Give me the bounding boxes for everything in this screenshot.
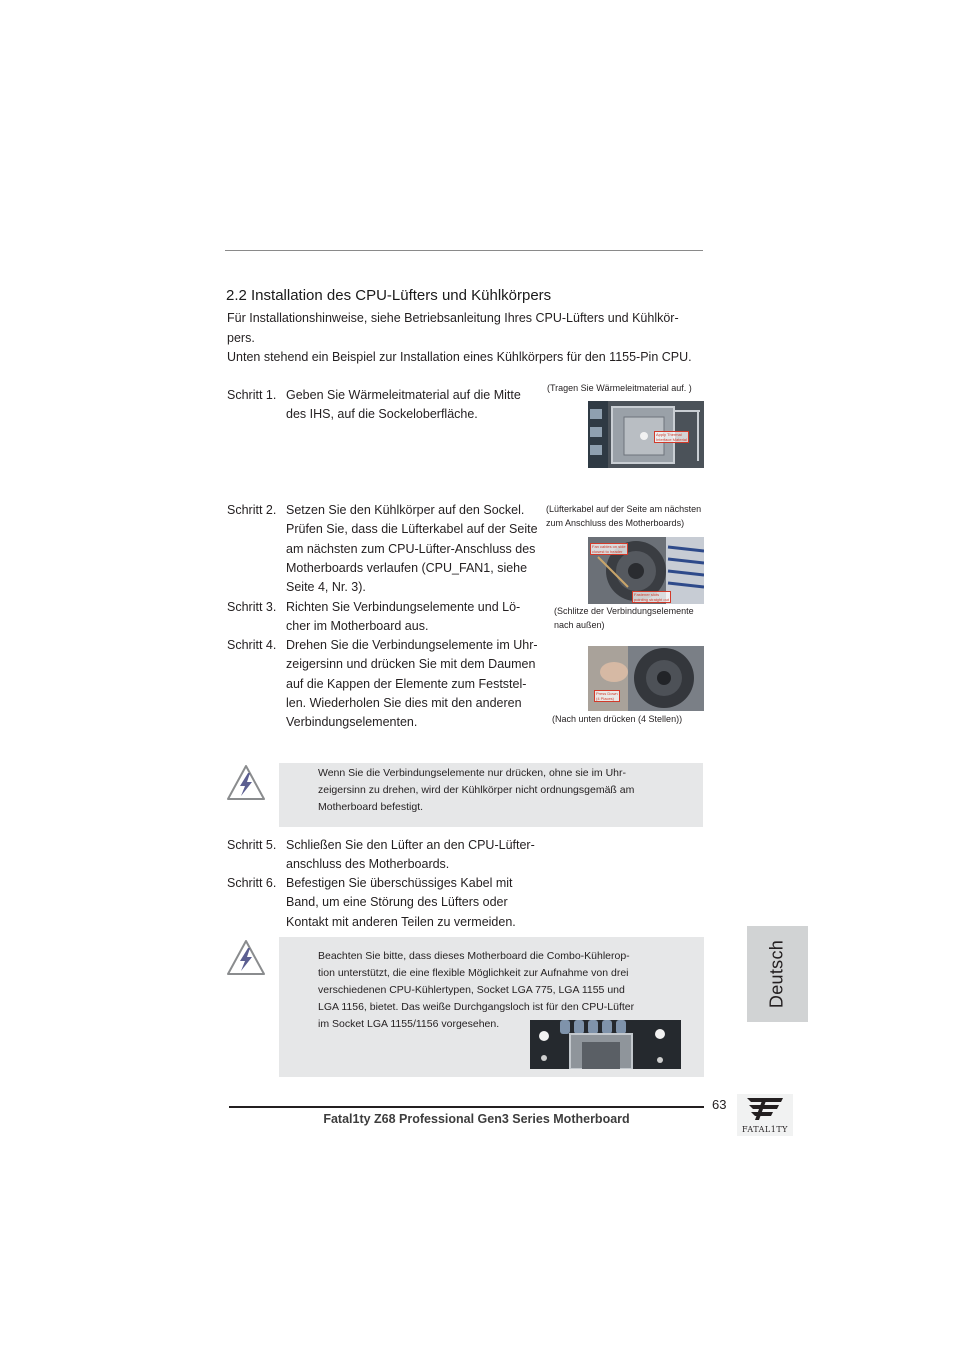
step-text-line: Geben Sie Wärmeleitmaterial auf die Mitte [286,388,521,402]
language-side-tab [747,926,808,1022]
step-text-line: len. Wiederholen Sie dies mit den anderen [286,695,522,710]
step-text-line: Band, um eine Störung des Lüfters oder [286,895,508,910]
step-label: Schritt 1. [227,388,277,402]
step-label: Schritt 2. [227,503,277,517]
step-text-line: des IHS, auf die Sockeloberfläche. [286,407,478,422]
photo-label: Fan cables on side closest to header [592,544,626,554]
step-text-line: Richten Sie Verbindungselemente und Lö- [286,600,521,614]
intro-line: pers. [227,330,255,345]
step-text-line: auf die Kappen der Elemente zum Feststel- [286,676,527,691]
note-text-line: verschiedenen CPU-Kühlertypen, Socket LGA 775, LGA 1155 und [318,984,625,996]
photo-press-fasteners [588,646,704,711]
intro-line: Für Installationshinweise, siehe Betriebsanleitung Ihres CPU-Lüfters und Kühlkör- [227,311,679,325]
step-label: Schritt 5. [227,838,277,852]
step-text-line: Befestigen Sie überschüssiges Kabel mit [286,876,513,890]
step-text-line: Verbindungselementen. [286,715,418,730]
photo-socket-holes [530,1020,681,1069]
step-text-line: Motherboards verlaufen (CPU_FAN1, siehe [286,560,528,575]
section-heading: 2.2 Installation des CPU-Lüfters und Kühlkörpers [226,287,552,304]
note-text-line: im Socket LGA 1155/1156 vorgesehen. [318,1018,500,1030]
step-label: Schritt 6. [227,876,277,890]
step-text-line: Seite 4, Nr. 3). [286,580,366,595]
step-text-line: anschluss des Motherboards. [286,857,450,872]
step-text-line: Setzen Sie den Kühlkörper auf den Sockel. [286,503,525,517]
caption-step-4: (Nach unten drücken (4 Stellen)) [552,714,683,724]
logo-mark [737,1094,793,1124]
fatal1ty-logo [737,1094,793,1136]
step-text-line: cher im Motherboard aus. [286,619,429,634]
warning-icon [226,939,266,982]
photo-label: Press Down (4 Places) [596,691,618,701]
caption-step-3-line: nach außen) [554,620,605,630]
note-text-line: Motherboard befestigt. [318,801,424,813]
step-label: Schritt 3. [227,600,277,614]
step-text-line: zeigersinn und drücken Sie mit dem Daumen [286,657,536,672]
footer-rule [229,1106,704,1108]
photo-heatsink-placement [588,537,704,604]
photo-label: Fastener slots pointing straight out [634,592,669,602]
step-label: Schritt 4. [227,638,277,652]
step-text-line: Drehen Sie die Verbindungselemente im Uhr- [286,638,538,652]
intro-text [227,309,705,368]
board-illustration [530,1020,681,1069]
photo-label: Apply Thermal Interface Material [656,432,687,442]
step-text-line: Kontakt mit anderen Teilen zu vermeiden. [286,914,516,929]
step-text-line: am nächsten zum CPU-Lüfter-Anschluss des [286,541,536,556]
footer-title: Fatal1ty Z68 Professional Gen3 Series Motherboard [323,1112,630,1126]
caption-step-2-line: zum Anschluss des Motherboards) [546,518,685,528]
step-text-line: Schließen Sie den Lüfter an den CPU-Lüfter- [286,838,535,852]
photo-thermal-paste [588,401,704,468]
caption-step-3-line: (Schlitze der Verbindungselemente [554,606,694,616]
side-tab-label: Deutsch [766,939,787,1009]
logo-text: FATAL1TY [742,1125,788,1134]
step-text-line: Prüfen Sie, dass die Lüfterkabel auf der Seite [286,522,538,537]
note-text-line: Wenn Sie die Verbindungselemente nur drücken, ohne sie im Uhr- [318,767,626,779]
caption-step-2-line: (Lüfterkabel auf der Seite am nächsten [546,504,702,514]
note-text-line: LGA 1156, bietet. Das weiße Durchgangsloch ist für den CPU-Lüfter [318,1001,635,1013]
intro-line: Unten stehend ein Beispiel zur Installation eines Kühlkörpers für den 1155-Pin CPU. [227,350,692,364]
caption-step-1: (Tragen Sie Wärmeleitmaterial auf. ) [547,383,692,393]
note-text-line: zeigersinn zu drehen, wird der Kühlkörper nicht ordnungsgemäß am [318,784,635,796]
top-rule [225,250,703,251]
note-text-line: Beachten Sie bitte, dass dieses Motherboard die Combo-Kühlerop- [318,950,630,962]
page-number: 63 [712,1097,727,1112]
note-text-line: tion unterstützt, die eine flexible Möglichkeit zur Aufnahme von drei [318,967,629,979]
warning-icon [226,764,266,807]
